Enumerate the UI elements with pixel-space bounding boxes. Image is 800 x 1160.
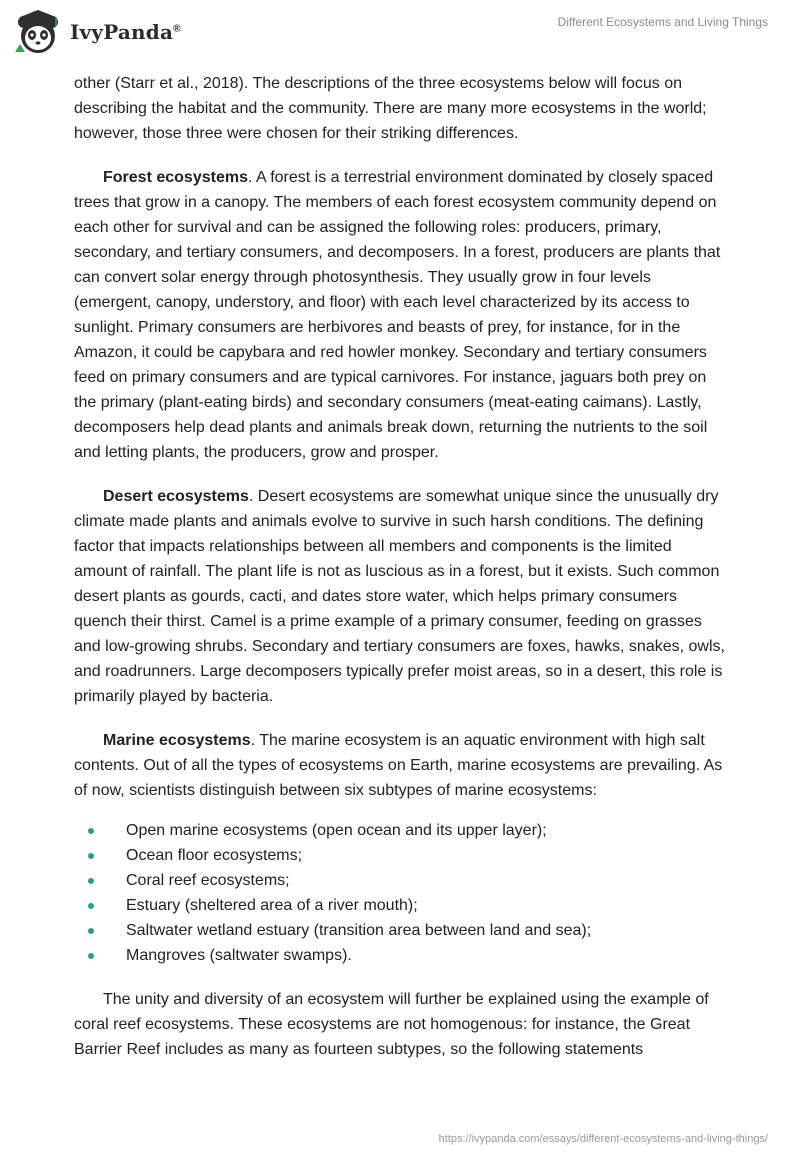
registered-mark: ® [173,23,181,35]
forest-heading: Forest ecosystems [103,169,248,186]
marine-paragraph [74,728,726,803]
desert-heading: Desert ecosystems [103,488,249,505]
list-item [74,843,726,868]
bullet-icon [88,953,94,959]
panda-logo-icon [12,6,64,58]
forest-paragraph [74,165,726,465]
bullet-icon [88,878,94,884]
marine-subtypes-list [74,818,726,968]
list-item [74,818,726,843]
list-item-text: Estuary (sheltered area of a river mouth); [126,897,418,914]
bullet-icon [88,903,94,909]
list-item-text: Open marine ecosystems (open ocean and its upper layer); [126,822,547,839]
marine-heading: Marine ecosystems [103,732,251,749]
brand-name-text: IvyPanda [70,20,174,44]
list-item-text: Coral reef ecosystems; [126,872,290,889]
list-item-text: Mangroves (saltwater swamps). [126,947,352,964]
list-item-text: Ocean floor ecosystems; [126,847,303,864]
closing-paragraph: The unity and diversity of an ecosystem will further be explained using the example of coral reef ecosystems. These ecosystems are not homogenous: for instance, the Great Barrier Reef includes as many as fourteen subtypes, so the following statements [74,991,709,1058]
bullet-icon [88,853,94,859]
brand-name [70,20,181,44]
source-url-link[interactable]: https://ivypanda.com/essays/different-ecosystems-and-living-things/ [438,1133,768,1145]
intro-paragraph: other (Starr et al., 2018). The descriptions of the three ecosystems below will focus on describing the habitat and the community. There are many more ecosystems in the world; however, those three were chosen for their striking differences. [74,75,707,142]
bullet-icon [88,828,94,834]
list-item [74,868,726,893]
bullet-icon [88,928,94,934]
marine-text: . The marine ecosystem is an aquatic environment with high salt contents. Out of all the types of ecosystems on Earth, marine ecosystems are prevailing. As of now, scientists distinguish between six subtypes of marine ecosystems: [74,732,723,799]
essay-body [74,71,726,1081]
list-item [74,918,726,943]
brand-logo[interactable] [12,6,181,58]
document-title: Different Ecosystems and Living Things [557,15,768,29]
list-item [74,943,726,968]
list-item-text: Saltwater wetland estuary (transition area between land and sea); [126,922,592,939]
list-item [74,893,726,918]
page-header [0,0,800,70]
desert-paragraph [74,484,726,709]
desert-text: . Desert ecosystems are somewhat unique since the unusually dry climate made plants and animals evolve to survive in such harsh conditions. The defining factor that impacts relationships between all members and components is the limited amount of rainfall. The plant life is not as luscious as in a forest, but it exists. Such common desert plants as gourds, cacti, and dates store water, which helps primary consumers quench their thirst. Camel is a prime example of a primary consumer, feeding on grasses and low-growing shrubs. Secondary and tertiary consumers are foxes, hawks, snakes, owls, and roadrunners. Large decomposers typically prefer moist areas, so in a desert, this role is primarily played by bacteria. [74,488,725,705]
forest-text: . A forest is a terrestrial environment dominated by closely spaced trees that grow in a canopy. The members of each forest ecosystem community depend on each other for survival and can be assigned the following roles: producers, primary, secondary, and tertiary consumers, and decomposers. In a forest, producers are plants that can convert solar energy through photosynthesis. They usually grow in four levels (emergent, canopy, understory, and floor) with each level characterized by its access to sunlight. Primary consumers are herbivores and beasts of prey, for instance, for in the Amazon, it could be capybara and red howler monkey. Secondary and tertiary consumers feed on primary consumers and are typical carnivores. For instance, jaguars both prey on the primary (plant-eating birds) and secondary consumers (meat-eating caimans). Lastly, decomposers help dead plants and animals break down, returning the nutrients to the soil and letting plants, the producers, grow and prosper. [74,169,721,461]
